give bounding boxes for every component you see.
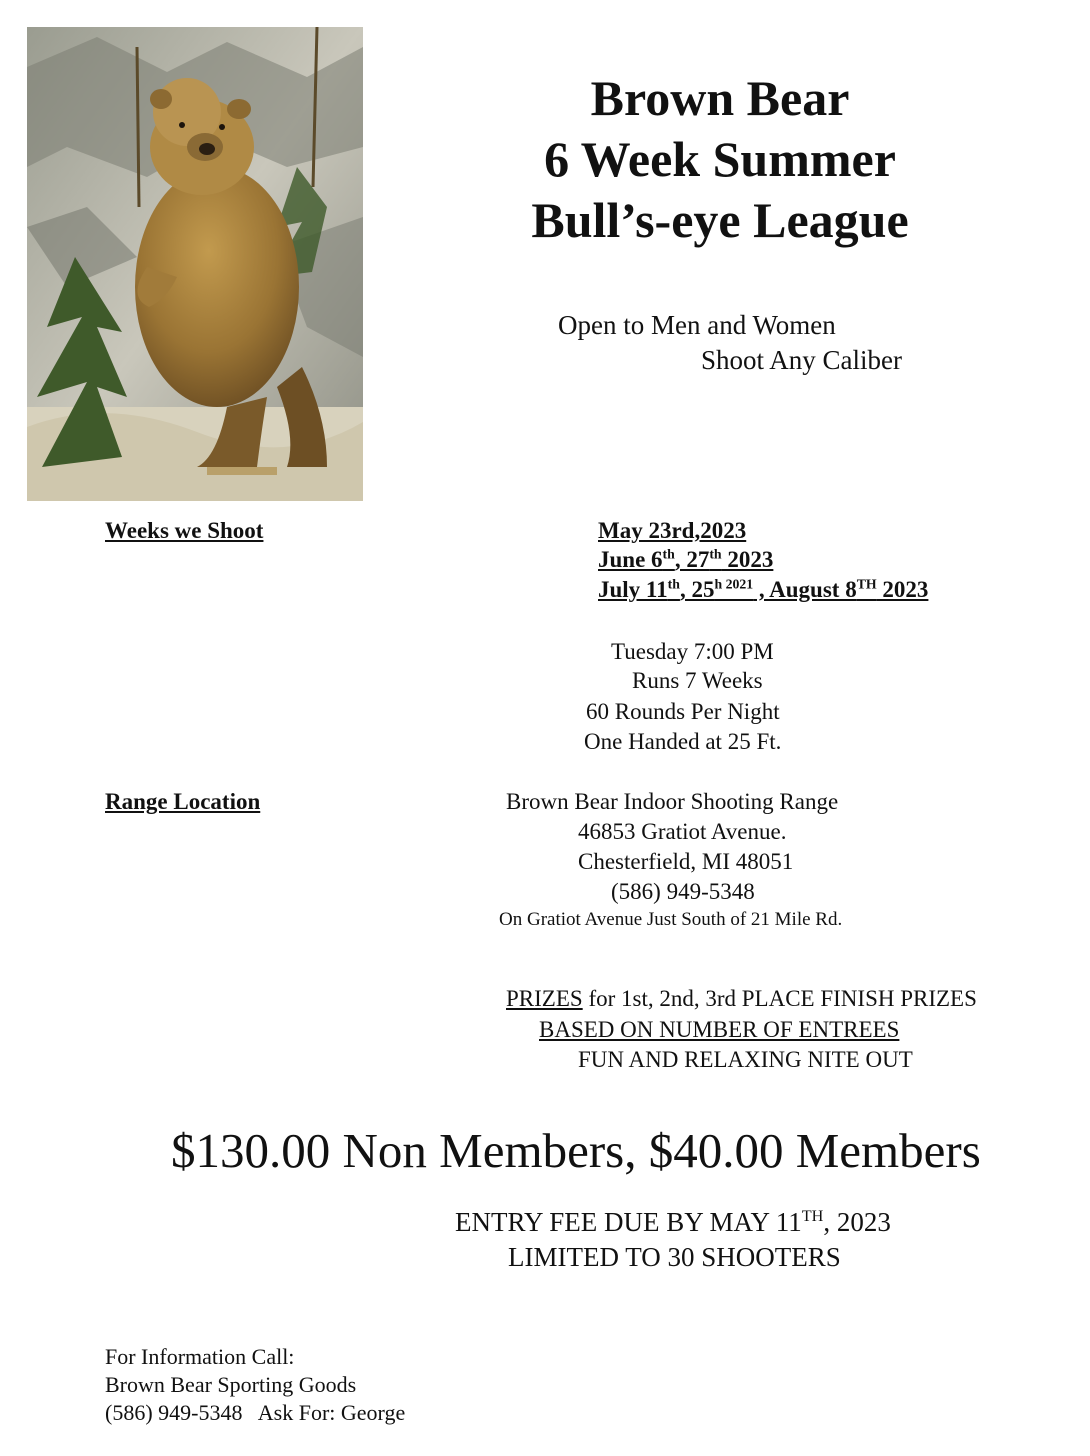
detail-duration: Runs 7 Weeks: [632, 668, 763, 693]
schedule-label: Weeks we Shoot: [105, 518, 264, 543]
contact-line-1: For Information Call:: [105, 1344, 295, 1369]
schedule-date-3: July 11th, $25^{h 2021}$ , August 8TH 2023: [598, 576, 929, 602]
price-line: $130.00 Non Members, $40.00 Members: [171, 1123, 981, 1178]
shooter-limit: LIMITED TO 30 SHOOTERS: [508, 1242, 841, 1272]
range-directions: On Gratiot Avenue Just South of 21 Mile Rd.: [499, 909, 843, 930]
event-title: [500, 68, 940, 251]
tagline-2: Shoot Any Caliber: [701, 345, 902, 375]
schedule-date-1: May 23rd,2023: [598, 518, 747, 543]
schedule-date-2: June 6th, 27th 2023: [598, 546, 774, 572]
range-name: Brown Bear Indoor Shooting Range: [506, 789, 839, 814]
title-line-2: 6 Week Summer: [544, 131, 896, 187]
contact-line-2: Brown Bear Sporting Goods: [105, 1372, 357, 1397]
range-city: Chesterfield, MI 48051: [578, 849, 794, 874]
range-phone: (586) 949-5348: [611, 879, 755, 904]
contact-line-3: (586) 949-5348 Ask For: George: [105, 1400, 406, 1425]
prizes-line-3: FUN AND RELAXING NITE OUT: [578, 1047, 913, 1072]
title-line-1: Brown Bear: [590, 70, 850, 126]
tagline-1: Open to Men and Women: [558, 310, 836, 340]
prizes-line-2: BASED ON NUMBER OF ENTREES: [539, 1017, 900, 1042]
bear-photo: [27, 27, 363, 501]
range-street: 46853 Gratiot Avenue.: [578, 819, 787, 844]
prizes-line-1: PRIZES for 1st, 2nd, 3rd PLACE FINISH PRIZES: [506, 986, 977, 1011]
detail-rounds: 60 Rounds Per Night: [586, 699, 780, 724]
title-line-3: Bull’s-eye League: [531, 192, 909, 248]
entry-fee-due: ENTRY FEE DUE BY MAY 11TH, 2023: [455, 1207, 891, 1237]
bear-image: [27, 27, 363, 501]
detail-day-time: Tuesday 7:00 PM: [611, 639, 774, 664]
detail-distance: One Handed at 25 Ft.: [584, 729, 782, 754]
location-label: Range Location: [105, 789, 261, 814]
